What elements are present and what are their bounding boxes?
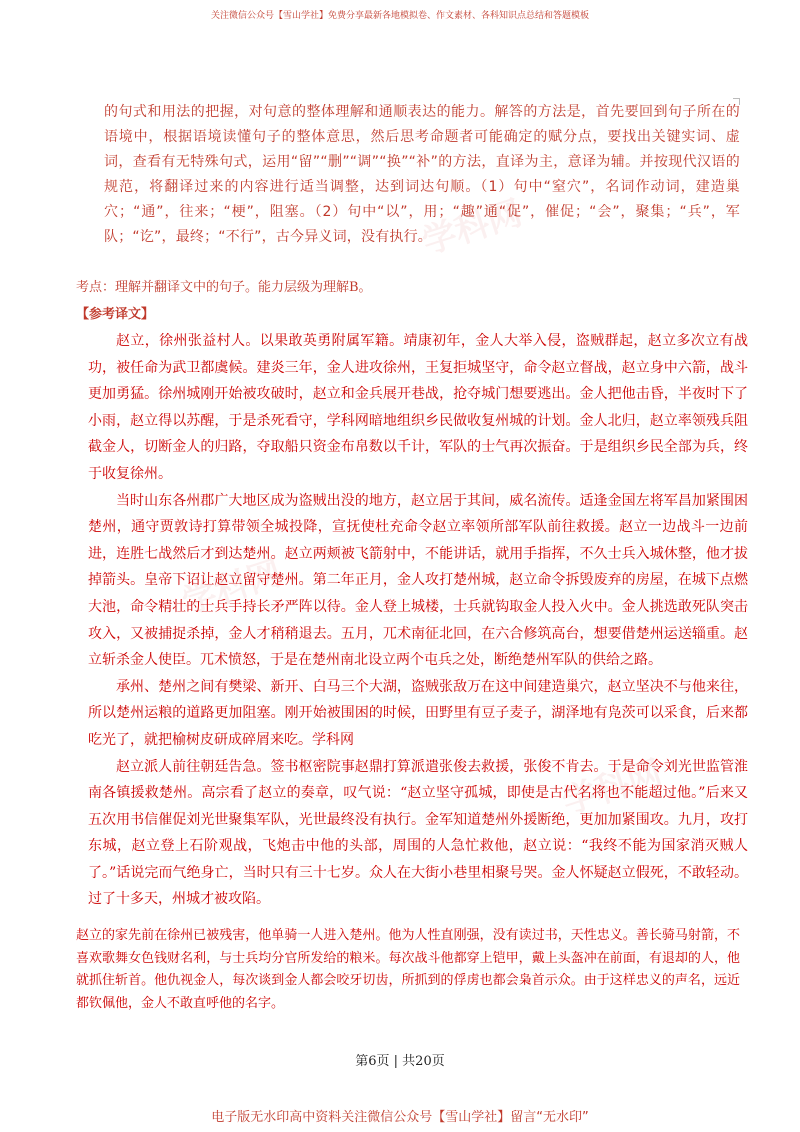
translation-paragraph: 赵立派人前往朝廷告急。签书枢密院事赵鼎打算派遣张俊去救援，张俊不肯去。于是命令刘光世监管淮南各镇援救楚州。高宗看了赵立的奏章，叹气说：“赵立坚守孤城，即使是古代名将也不能超过他。”后来又五次用书信催促刘光世聚集军队，光世最终没有执行。金军知道楚州外援断绝，更加加紧围攻。九月，攻打东城，赵立登上石阶观战，飞炮击中他的头部，周围的人急忙救他，赵立说：“我终不能为国家消灭贼人了。”话说完而气绝身亡，当时只有三十七岁。众人在大街小巷里相聚号哭。金人怀疑赵立假死，不敢轻动。过了十多天，州城才被攻陷。 [88,758,748,908]
top-banner: 关注微信公众号【雪山学社】免费分享最新各地模拟卷、作文素材、各科知识点总结和答题模板 [210,11,589,21]
exam-point-line: 考点：理解并翻译文中的句子。能力层级为理解B。 [76,280,372,295]
watermark: 学科网 [557,753,667,823]
watermark: 学科网 [417,193,527,263]
watermark: 学科网 [177,553,287,623]
translation-paragraph: 承州、楚州之间有樊梁、新开、白马三个大湖，盗贼张敌万在这中间建造巢穴，赵立坚决不与他来往，所以楚州运粮的道路更加阻塞。刚开始被围困的时候，田野里有豆子麦子，湖泽地有凫茨可以采食，后来都吃光了，就把榆树皮研成碎屑来吃。学科网 [88,678,748,748]
reference-translation-title: 【参考译文】 [76,307,155,322]
reference-translation [88,328,748,913]
answer-analysis-text: 的句式和用法的把握，对句意的整体理解和通顺表达的能力。解答的方法是，首先要回到句子所在的语境中，根据语境读懂句子的整体意思，然后思考命题者可能确定的赋分点，要找出关键实词、虚词，查看有无特殊句式，运用“留”“删”“调”“换”“补”的方法，直译为主，意译为辅。并按现代汉语的规范，将翻译过来的内容进行适当调整，达到词达句顺。（1）句中“窒穴”，名词作动词，建造巢穴；“通”，往来；“梗”，阻塞。（2）句中“以”，用；“趣”通“促”，催促；“会”，聚集；“兵”，军队；“讫”，最终；“不行”，古今异义词，没有执行。 [104,104,740,245]
footer-note: 电子版无水印高中资料关注微信公众号【雪山学社】留言“无水印” [211,1110,589,1125]
page-number: 第6页 | 共20页 [355,1054,445,1069]
translation-paragraph: 当时山东各州郡广大地区成为盗贼出没的地方，赵立居于其间，威名流传。适逢金国左将军昌加紧围困楚州，通守贾敦诗打算带领全城投降，宣抚使杜充命令赵立率领所部军队前往救援。赵立一边战斗一边前进，连胜七战然后才到达楚州。赵立两颊被飞箭射中，不能讲话，就用手指挥，不久士兵入城休整，他才拔掉箭头。皇帝下诏让赵立留守楚州。第二年正月，金人攻打楚州城，赵立命令拆毁废弃的房屋，在城下点燃大池，命令精壮的士兵手持长矛严阵以待。金人登上城楼，士兵就钩取金人投入火中。金人挑选敢死队突击攻入，又被捕捉杀掉，金人才稍稍退去。五月，兀术南征北回，在六合修筑高台，想要借楚州运送辎重。赵立斩杀金人使臣。兀术愤怒，于是在楚州南北设立两个屯兵之处，断绝楚州军队的供给之路。 [88,492,748,669]
translation-paragraph: 赵立，徐州张益村人。以果敢英勇附属军籍。靖康初年，金人大举入侵，盗贼群起，赵立多次立有战功，被任命为武卫都虞候。建炎三年，金人进攻徐州，王复拒城坚守，命令赵立督战，赵立身中六箭，战斗更加勇猛。徐州城刚开始被攻破时，赵立和金兵展开巷战，抢夺城门想要逃出。金人把他击昏，半夜时下了小雨，赵立得以苏醒，于是杀死看守，学科网暗地组织乡民做收复州城的计划。金人北归，赵立率领残兵阻截金人，切断金人的归路，夺取船只资金布帛数以千计，军队的士气再次振奋。于是组织乡民全部为兵，终于收复徐州。 [88,333,748,482]
translation-closing-paragraph: 赵立的家先前在徐州已被残害，他单骑一人进入楚州。他为人性直刚强，没有读过书，天性忠义。善长骑马射箭，不喜欢歌舞女色钱财名利，与士兵均分官所发给的粮米。每次战斗他都穿上铠甲，戴上头盔冲在前面，有退却的人，他就抓住斩首。他仇视金人，每次谈到金人都会咬牙切齿，所抓到的俘虏也都会枭首示众。由于这样忠义的声名，远近都钦佩他，金人不敢直呼他的名字。 [76,928,740,1011]
